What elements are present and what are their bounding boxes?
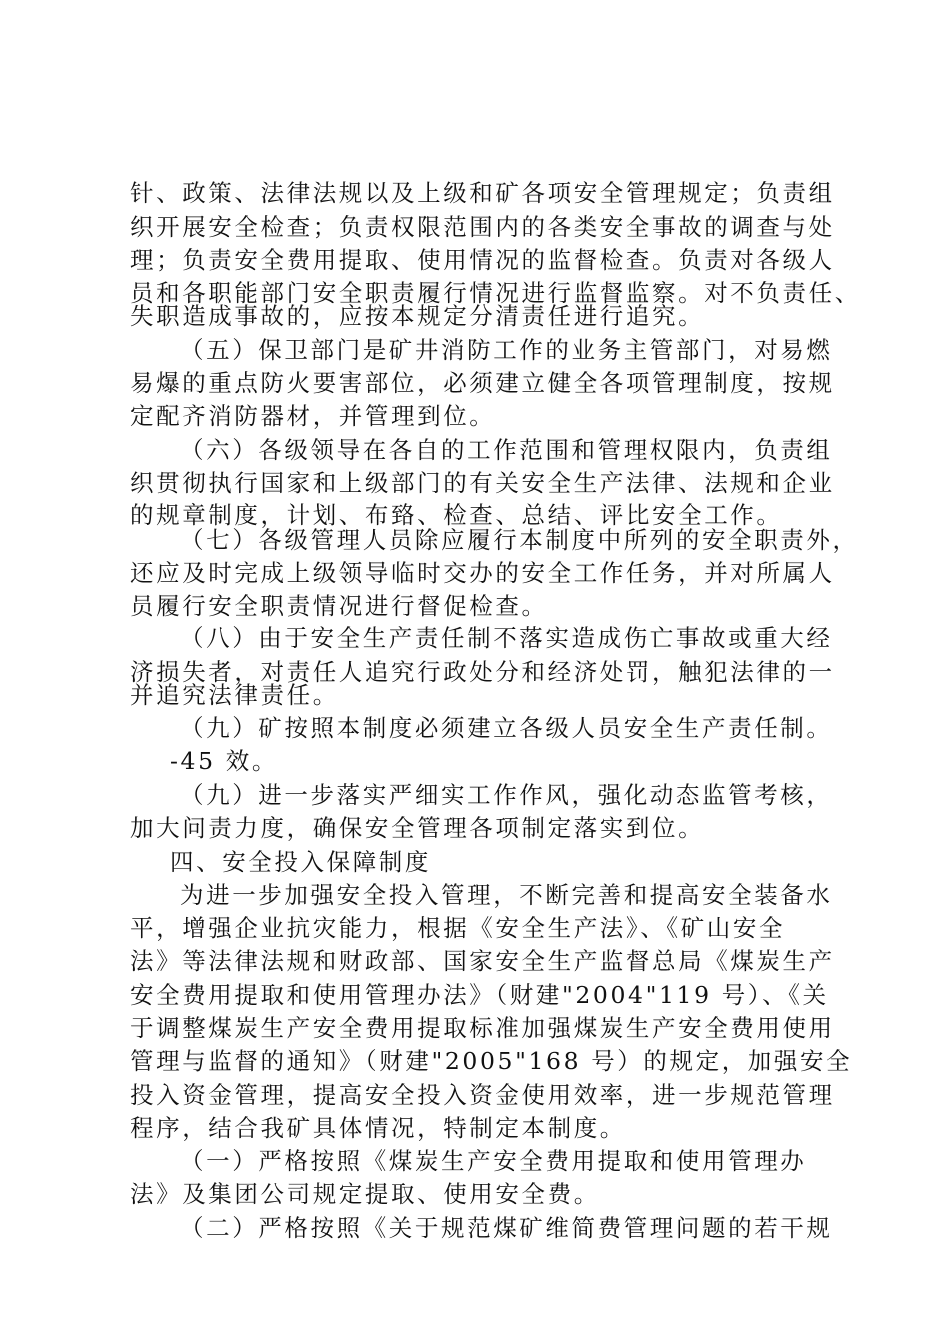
text-line: 还应及时完成上级领导临时交办的安全工作任务，并对所属人 <box>130 559 835 587</box>
text-line: 员和各职能部门安全职责履行情况进行监督监察。对不负责任、 <box>130 279 861 307</box>
text-line: （一）严格按照《煤炭生产安全费用提取和使用管理办 <box>180 1147 807 1175</box>
text-line: 定配齐消防器材，并管理到位。 <box>130 402 496 430</box>
text-line: 于调整煤炭生产安全费用提取标准加强煤炭生产安全费用使用 <box>130 1014 835 1042</box>
text-line: 针、政策、法律法规以及上级和矿各项安全管理规定；负责组 <box>130 179 835 207</box>
section-heading: 四、安全投入保障制度 <box>170 848 431 876</box>
text-line: 加大问责力度，确保安全管理各项制定落实到位。 <box>130 814 705 842</box>
text-line: （五）保卫部门是矿井消防工作的业务主管部门，对易燃 <box>180 336 833 364</box>
text-line: 济损失者，对责任人追究行政处分和经济处罚，触犯法律的一 <box>130 658 835 686</box>
text-line: （九）矿按照本制度必须建立各级人员安全生产责任制。 <box>180 714 833 742</box>
text-line: -45 效。 <box>170 747 278 775</box>
text-line: 管理与监督的通知》（财建"2005"168 号）的规定，加强安全 <box>130 1047 853 1075</box>
text-line: 安全费用提取和使用管理办法》（财建"2004"119 号）、《关 <box>130 981 829 1009</box>
text-line: 失职造成事故的，应按本规定分清责任进行追究。 <box>130 302 705 330</box>
text-line: 织贯彻执行国家和上级部门的有关安全生产法律、法规和企业 <box>130 469 835 497</box>
text-line: 易爆的重点防火要害部位，必须建立健全各项管理制度，按规 <box>130 369 835 397</box>
text-line: 法》等法律法规和财政部、国家安全生产监督总局《煤炭生产 <box>130 947 835 975</box>
text-line: （七）各级管理人员除应履行本制度中所列的安全职责外， <box>180 526 859 554</box>
text-line: 为进一步加强安全投入管理，不断完善和提高安全装备水 <box>180 881 833 909</box>
text-line: 织开展安全检查；负责权限范围内的各类安全事故的调查与处 <box>130 213 835 241</box>
text-line: （九）进一步落实严细实工作作风，强化动态监管考核， <box>180 781 833 809</box>
text-line: 程序，结合我矿具体情况，特制定本制度。 <box>130 1114 626 1142</box>
text-line: 平，增强企业抗灾能力，根据《安全生产法》、《矿山安全 <box>130 914 786 942</box>
text-line: 员履行安全职责情况进行督促检查。 <box>130 592 548 620</box>
text-line: 并追究法律责任。 <box>130 681 339 709</box>
text-line: 的规章制度，计划、布臵、检查、总结、评比安全工作。 <box>130 501 783 529</box>
text-line: （六）各级领导在各自的工作范围和管理权限内，负责组 <box>180 436 833 464</box>
text-line: （八）由于安全生产责任制不落实造成伤亡事故或重大经 <box>180 624 833 652</box>
text-line: 理；负责安全费用提取、使用情况的监督检查。负责对各级人 <box>130 246 835 274</box>
text-line: （二）严格按照《关于规范煤矿维简费管理问题的若干规 <box>180 1214 833 1242</box>
text-line: 投入资金管理，提高安全投入资金使用效率，进一步规范管理 <box>130 1081 835 1109</box>
text-line: 法》及集团公司规定提取、使用安全费。 <box>130 1180 600 1208</box>
